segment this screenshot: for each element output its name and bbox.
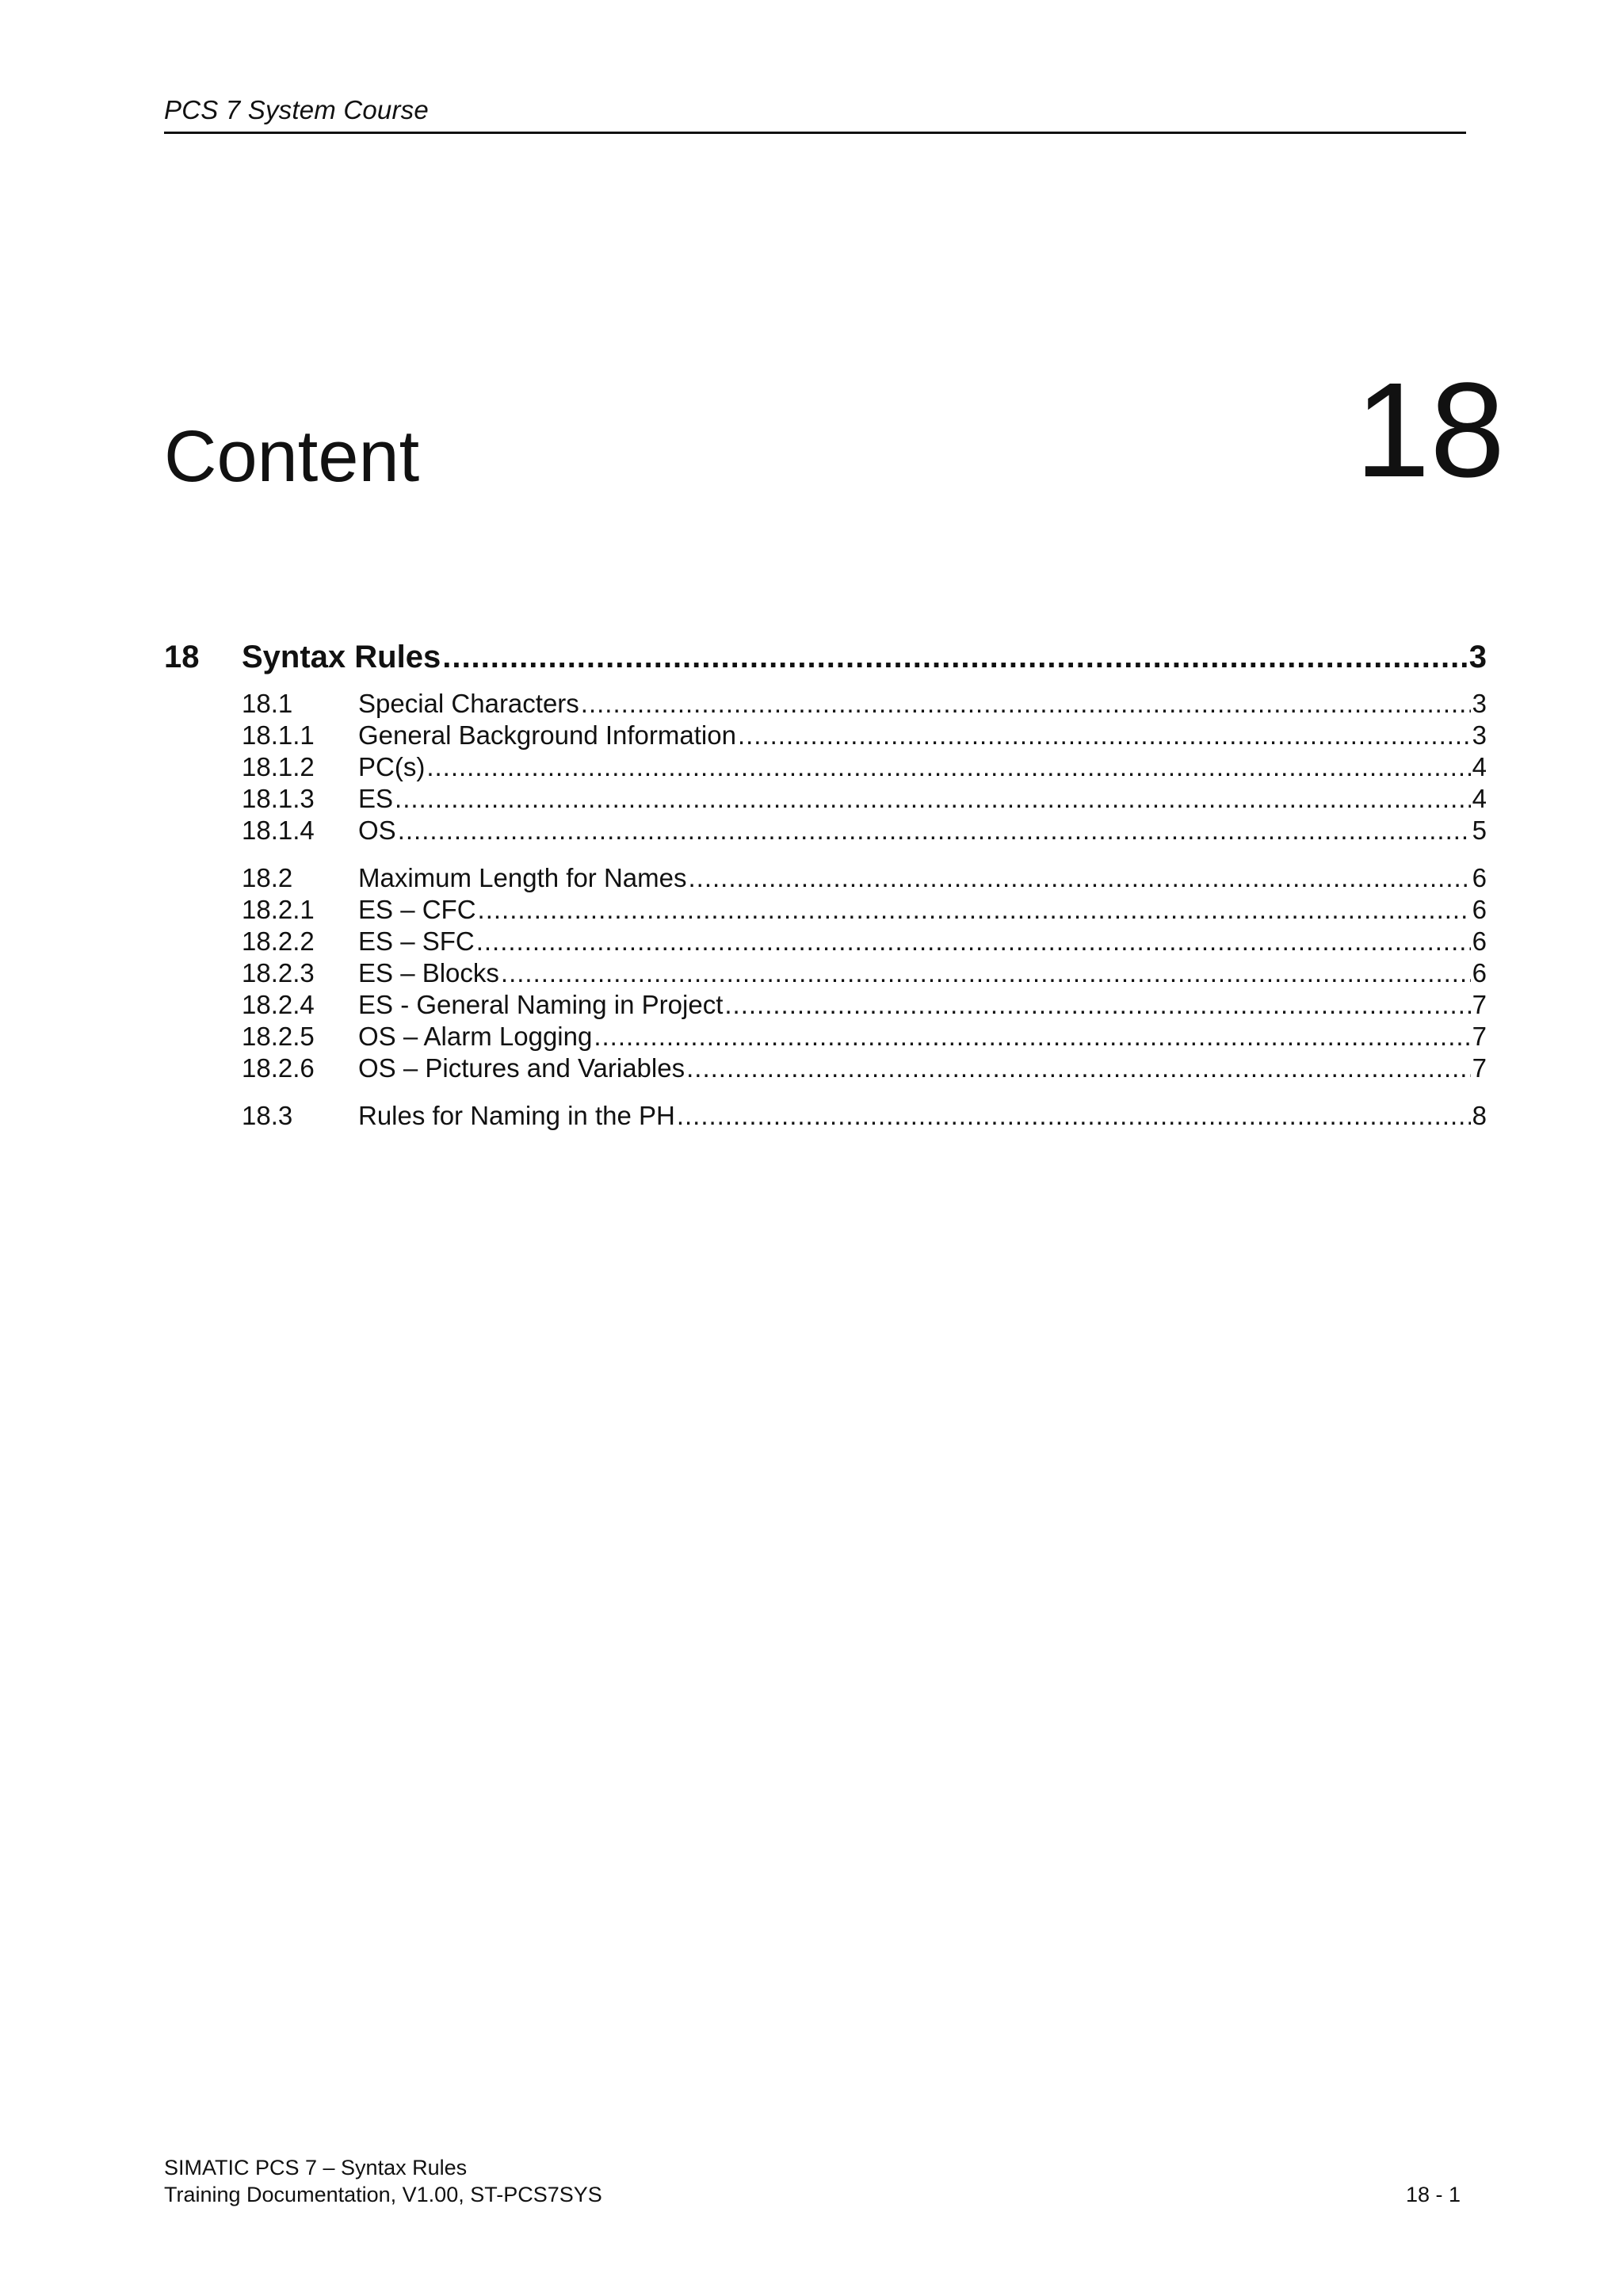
toc-entry-chapter[interactable]: [164, 634, 1487, 680]
toc-entry-title: General Background Information: [358, 720, 736, 750]
toc-dot-leader: [686, 1052, 1471, 1084]
toc-entry-title: ES – CFC: [358, 895, 476, 924]
toc-entry-subsection[interactable]: [164, 783, 1487, 815]
toc-entry-number: 18.1.3: [242, 784, 315, 813]
table-of-contents: [164, 634, 1487, 1132]
toc-dot-leader: [688, 862, 1470, 894]
toc-dot-leader: [581, 688, 1471, 720]
toc-entry-number: 18.1: [242, 689, 293, 718]
toc-entry-subsection[interactable]: [164, 1052, 1487, 1084]
toc-entry-page: 4: [1472, 752, 1487, 781]
toc-entry-title: Special Characters: [358, 689, 579, 718]
toc-entry-title: Syntax Rules: [242, 640, 441, 674]
toc-entry-number: 18.2: [242, 863, 293, 892]
chapter-number: 18: [1354, 355, 1505, 506]
toc-entry-page: 6: [1472, 926, 1487, 956]
toc-entry-number: 18.2.2: [242, 926, 315, 956]
toc-entry-number: 18.2.6: [242, 1053, 315, 1083]
toc-dot-leader: [395, 783, 1471, 815]
toc-entry-title: OS – Alarm Logging: [358, 1022, 593, 1051]
toc-entry-section[interactable]: [164, 862, 1487, 894]
toc-entry-number: 18: [164, 640, 200, 674]
toc-entry-page: 3: [1472, 689, 1487, 718]
toc-entry-subsection[interactable]: [164, 926, 1487, 957]
toc-entry-page: 7: [1472, 1022, 1487, 1051]
toc-entry-number: 18.2.1: [242, 895, 315, 924]
toc-entry-title: ES – SFC: [358, 926, 475, 956]
toc-entry-page: 3: [1472, 720, 1487, 750]
toc-dot-leader: [724, 989, 1470, 1021]
toc-entry-title: OS: [358, 816, 396, 845]
toc-entry-section[interactable]: [164, 688, 1487, 720]
toc-entry-title: PC(s): [358, 752, 426, 781]
toc-entry-title: OS – Pictures and Variables: [358, 1053, 685, 1083]
toc-entry-page: 7: [1472, 1053, 1487, 1083]
toc-dot-leader: [501, 957, 1471, 989]
toc-dot-leader: [594, 1021, 1470, 1052]
toc-entry-number: 18.3: [242, 1101, 293, 1130]
toc-dot-leader: [398, 815, 1471, 846]
toc-entry-number: 18.2.3: [242, 958, 315, 988]
footer: [164, 2154, 602, 2208]
toc-entry-number: 18.1.4: [242, 816, 315, 845]
toc-dot-leader: [476, 926, 1471, 957]
toc-entry-page: 4: [1472, 784, 1487, 813]
toc-entry-subsection[interactable]: [164, 989, 1487, 1021]
toc-entry-page: 6: [1472, 958, 1487, 988]
toc-entry-page: 8: [1472, 1101, 1487, 1130]
toc-dot-leader: [738, 720, 1471, 751]
toc-entry-title: Rules for Naming in the PH: [358, 1101, 675, 1130]
header-rule: [164, 132, 1466, 134]
toc-entry-subsection[interactable]: [164, 894, 1487, 926]
toc-entry-subsection[interactable]: [164, 751, 1487, 783]
running-header: PCS 7 System Course: [164, 95, 429, 124]
toc-dot-leader: [478, 894, 1471, 926]
toc-entry-page: 5: [1472, 816, 1487, 845]
toc-entry-title: Maximum Length for Names: [358, 863, 687, 892]
toc-entry-number: 18.2.5: [242, 1022, 315, 1051]
toc-dot-leader: [677, 1100, 1471, 1132]
footer-page-number: 18 - 1: [1405, 2183, 1461, 2206]
toc-entry-subsection[interactable]: [164, 720, 1487, 751]
toc-entry-subsection[interactable]: [164, 957, 1487, 989]
toc-dot-leader: [442, 634, 1468, 680]
toc-entry-page: 3: [1468, 640, 1487, 674]
toc-entry-number: 18.1.2: [242, 752, 315, 781]
chapter-title: Content: [164, 416, 420, 497]
toc-entry-subsection[interactable]: [164, 815, 1487, 846]
toc-entry-title: ES: [358, 784, 394, 813]
toc-entry-number: 18.1.1: [242, 720, 315, 750]
toc-entry-subsection[interactable]: [164, 1021, 1487, 1052]
toc-entry-title: ES - General Naming in Project: [358, 990, 724, 1019]
toc-entry-page: 6: [1472, 863, 1487, 892]
toc-dot-leader: [426, 751, 1470, 783]
toc-entry-page: 7: [1472, 990, 1487, 1019]
toc-entry-number: 18.2.4: [242, 990, 315, 1019]
toc-entry-section[interactable]: [164, 1100, 1487, 1132]
footer-document-info: Training Documentation, V1.00, ST-PCS7SYS: [164, 2183, 602, 2206]
footer-document-title: SIMATIC PCS 7 – Syntax Rules: [164, 2156, 468, 2179]
toc-entry-page: 6: [1472, 895, 1487, 924]
toc-entry-title: ES – Blocks: [358, 958, 499, 988]
